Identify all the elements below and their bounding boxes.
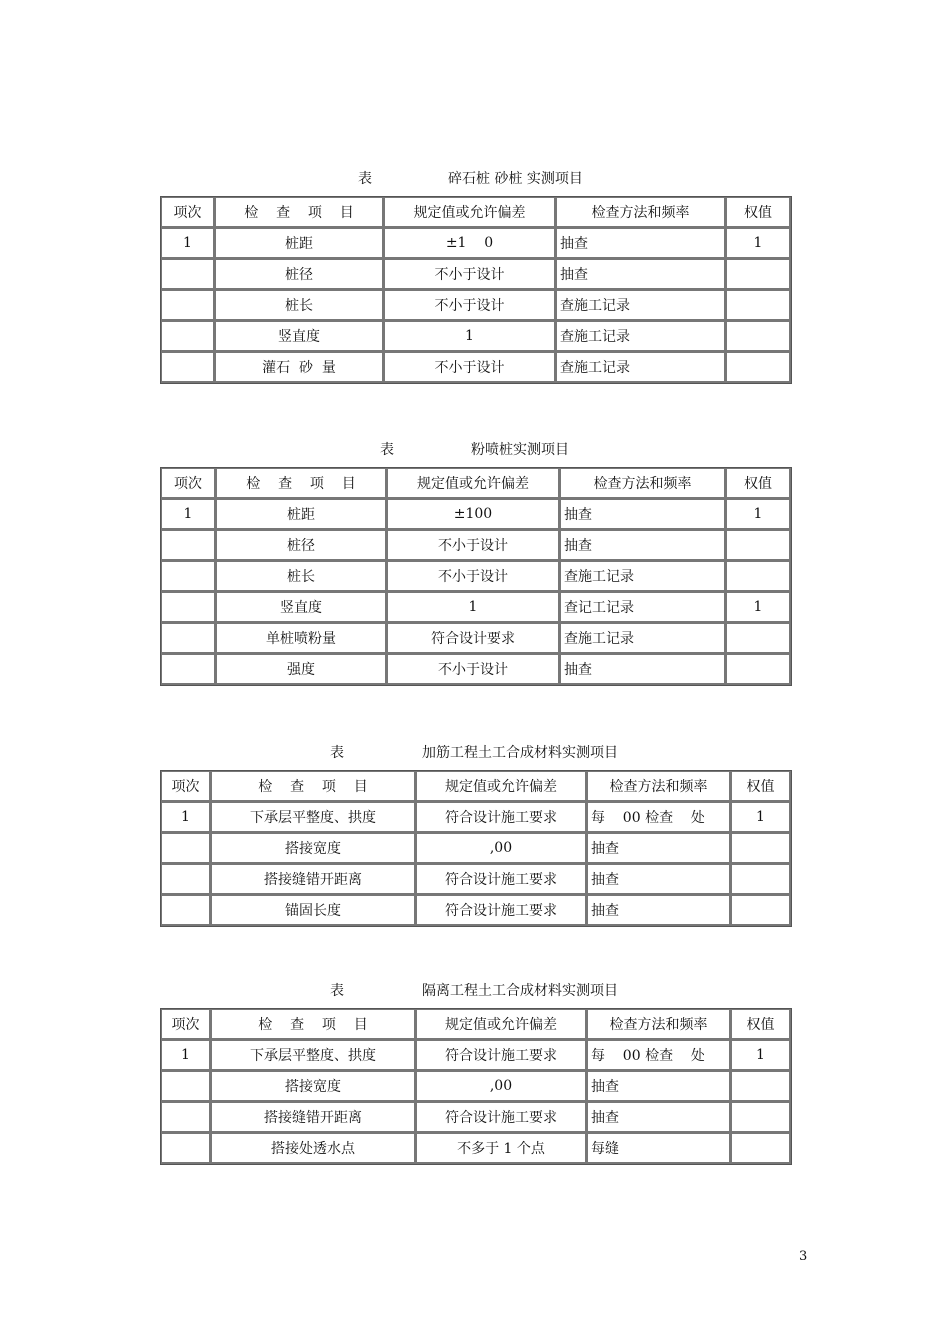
- data-table: [160, 467, 792, 686]
- header-cell: 规定值或允许偏差: [416, 771, 587, 802]
- table-row: [161, 802, 791, 833]
- header-cell: 权值: [731, 1009, 791, 1040]
- table-section-1: [160, 168, 790, 384]
- cell-method: 抽查: [560, 530, 726, 561]
- cell-weight: 1: [726, 592, 791, 623]
- cell-tolerance: 符合设计施工要求: [416, 802, 587, 833]
- cell-tolerance: ,00: [416, 1071, 587, 1102]
- table-row: [161, 1133, 791, 1164]
- cell-method: 查施工记录: [556, 321, 726, 352]
- cell-weight: [726, 321, 791, 352]
- caption-prefix: 表: [380, 442, 394, 458]
- header-cell: 权值: [731, 771, 791, 802]
- table-row: [161, 864, 791, 895]
- cell-weight: [731, 864, 791, 895]
- data-table: [160, 1008, 792, 1165]
- cell-tolerance: ±100: [387, 499, 560, 530]
- cell-weight: 1: [726, 228, 791, 259]
- cell-weight: [726, 623, 791, 654]
- header-cell: 规定值或允许偏差: [384, 197, 556, 228]
- header-cell: 检查方法和频率: [587, 1009, 731, 1040]
- cell-method: 抽查: [587, 1102, 731, 1133]
- header-row: [161, 468, 791, 499]
- cell-tolerance: 不小于设计: [387, 561, 560, 592]
- cell-weight: [731, 1102, 791, 1133]
- header-cell: 权值: [726, 468, 791, 499]
- cell-index: 1: [161, 1040, 211, 1071]
- cell-item: 桩径: [216, 530, 387, 561]
- cell-item: 搭接处透水点: [211, 1133, 416, 1164]
- table-row: [161, 530, 791, 561]
- caption-title: 隔离工程土工合成材料实测项目: [422, 983, 618, 999]
- cell-weight: [731, 1071, 791, 1102]
- header-cell: 检 查 项 目: [216, 468, 387, 499]
- cell-method: 抽查: [560, 654, 726, 685]
- header-cell: 检查方法和频率: [560, 468, 726, 499]
- cell-item: 下承层平整度、拱度: [211, 1040, 416, 1071]
- cell-method: 每 00 检查 处: [587, 1040, 731, 1071]
- table-row: [161, 1071, 791, 1102]
- cell-tolerance: 1: [387, 592, 560, 623]
- cell-method: 每缝: [587, 1133, 731, 1164]
- cell-index: [161, 259, 215, 290]
- cell-item: 搭接宽度: [211, 833, 416, 864]
- cell-weight: [726, 530, 791, 561]
- cell-item: 桩长: [216, 561, 387, 592]
- cell-index: [161, 530, 216, 561]
- cell-index: 1: [161, 802, 211, 833]
- cell-method: 抽查: [560, 499, 726, 530]
- cell-method: 查施工记录: [556, 290, 726, 321]
- cell-item: 强度: [216, 654, 387, 685]
- header-cell: 项次: [161, 771, 211, 802]
- cell-index: [161, 1133, 211, 1164]
- cell-index: [161, 623, 216, 654]
- table-row: [161, 561, 791, 592]
- header-cell: 检 查 项 目: [211, 771, 416, 802]
- header-row: [161, 1009, 791, 1040]
- header-cell: 检查方法和频率: [556, 197, 726, 228]
- header-cell: 检 查 项 目: [215, 197, 384, 228]
- cell-tolerance: 符合设计要求: [387, 623, 560, 654]
- cell-item: 搭接缝错开距离: [211, 1102, 416, 1133]
- cell-tolerance: 符合设计施工要求: [416, 895, 587, 926]
- table-row: [161, 321, 791, 352]
- cell-item: 桩距: [216, 499, 387, 530]
- header-cell: 权值: [726, 197, 791, 228]
- cell-tolerance: ±1 0: [384, 228, 556, 259]
- cell-item: 锚固长度: [211, 895, 416, 926]
- cell-item: 搭接宽度: [211, 1071, 416, 1102]
- cell-weight: [726, 352, 791, 383]
- cell-weight: [726, 561, 791, 592]
- header-cell: 检 查 项 目: [211, 1009, 416, 1040]
- cell-index: [161, 352, 215, 383]
- table-row: [161, 1040, 791, 1071]
- cell-method: 查施工记录: [556, 352, 726, 383]
- table-row: [161, 592, 791, 623]
- cell-item: 单桩喷粉量: [216, 623, 387, 654]
- cell-method: 抽查: [556, 228, 726, 259]
- cell-index: [161, 290, 215, 321]
- cell-index: [161, 561, 216, 592]
- cell-tolerance: 符合设计施工要求: [416, 864, 587, 895]
- table-row: [161, 499, 791, 530]
- data-table: [160, 770, 792, 927]
- cell-method: 每 00 检查 处: [587, 802, 731, 833]
- cell-weight: [726, 654, 791, 685]
- data-table: [160, 196, 792, 384]
- cell-index: 1: [161, 499, 216, 530]
- table-row: [161, 654, 791, 685]
- header-cell: 项次: [161, 197, 215, 228]
- cell-index: [161, 895, 211, 926]
- cell-tolerance: 不小于设计: [387, 654, 560, 685]
- cell-item: 桩距: [215, 228, 384, 259]
- caption-prefix: 表: [330, 983, 344, 999]
- cell-tolerance: 不小于设计: [384, 259, 556, 290]
- cell-index: 1: [161, 228, 215, 259]
- cell-tolerance: 不小于设计: [384, 352, 556, 383]
- cell-index: [161, 1102, 211, 1133]
- table-row: [161, 1102, 791, 1133]
- page-number: 3: [799, 1249, 808, 1264]
- table-row: [161, 228, 791, 259]
- header-row: [161, 771, 791, 802]
- cell-item: 搭接缝错开距离: [211, 864, 416, 895]
- cell-method: 抽查: [587, 895, 731, 926]
- cell-item: 下承层平整度、拱度: [211, 802, 416, 833]
- cell-tolerance: 符合设计施工要求: [416, 1040, 587, 1071]
- cell-index: [161, 1071, 211, 1102]
- caption-prefix: 表: [330, 745, 344, 761]
- caption-title: 粉喷桩实测项目: [471, 442, 569, 458]
- table-row: [161, 833, 791, 864]
- cell-item: 灌石 砂 量: [215, 352, 384, 383]
- table-row: [161, 895, 791, 926]
- cell-index: [161, 654, 216, 685]
- table-section-4: [160, 980, 790, 1165]
- cell-weight: [731, 1133, 791, 1164]
- cell-method: 查记工记录: [560, 592, 726, 623]
- cell-method: 抽查: [556, 259, 726, 290]
- table-row: [161, 352, 791, 383]
- cell-tolerance: 不小于设计: [387, 530, 560, 561]
- cell-tolerance: 不小于设计: [384, 290, 556, 321]
- cell-tolerance: ,00: [416, 833, 587, 864]
- cell-method: 查施工记录: [560, 623, 726, 654]
- header-cell: 规定值或允许偏差: [387, 468, 560, 499]
- header-cell: 项次: [161, 468, 216, 499]
- caption-prefix: 表: [358, 171, 372, 187]
- table-caption: [160, 742, 790, 770]
- cell-method: 抽查: [587, 864, 731, 895]
- cell-index: [161, 864, 211, 895]
- table-caption: [160, 980, 790, 1008]
- cell-weight: 1: [726, 499, 791, 530]
- table-row: [161, 623, 791, 654]
- cell-weight: [731, 833, 791, 864]
- cell-method: 查施工记录: [560, 561, 726, 592]
- table-row: [161, 290, 791, 321]
- table-section-2: [160, 439, 790, 686]
- cell-tolerance: 不多于 1 个点: [416, 1133, 587, 1164]
- cell-index: [161, 321, 215, 352]
- cell-tolerance: 1: [384, 321, 556, 352]
- table-section-3: [160, 742, 790, 927]
- cell-tolerance: 符合设计施工要求: [416, 1102, 587, 1133]
- header-row: [161, 197, 791, 228]
- header-cell: 规定值或允许偏差: [416, 1009, 587, 1040]
- caption-title: 加筋工程土工合成材料实测项目: [422, 745, 618, 761]
- cell-weight: 1: [731, 1040, 791, 1071]
- table-row: [161, 259, 791, 290]
- cell-weight: [726, 259, 791, 290]
- cell-item: 竖直度: [216, 592, 387, 623]
- header-cell: 项次: [161, 1009, 211, 1040]
- cell-weight: 1: [731, 802, 791, 833]
- cell-index: [161, 833, 211, 864]
- caption-title: 碎石桩 砂桩 实测项目: [448, 171, 583, 187]
- cell-index: [161, 592, 216, 623]
- table-caption: [160, 439, 790, 467]
- cell-item: 桩径: [215, 259, 384, 290]
- cell-method: 抽查: [587, 1071, 731, 1102]
- cell-method: 抽查: [587, 833, 731, 864]
- cell-weight: [726, 290, 791, 321]
- cell-item: 桩长: [215, 290, 384, 321]
- header-cell: 检查方法和频率: [587, 771, 731, 802]
- cell-item: 竖直度: [215, 321, 384, 352]
- cell-weight: [731, 895, 791, 926]
- table-caption: [160, 168, 790, 196]
